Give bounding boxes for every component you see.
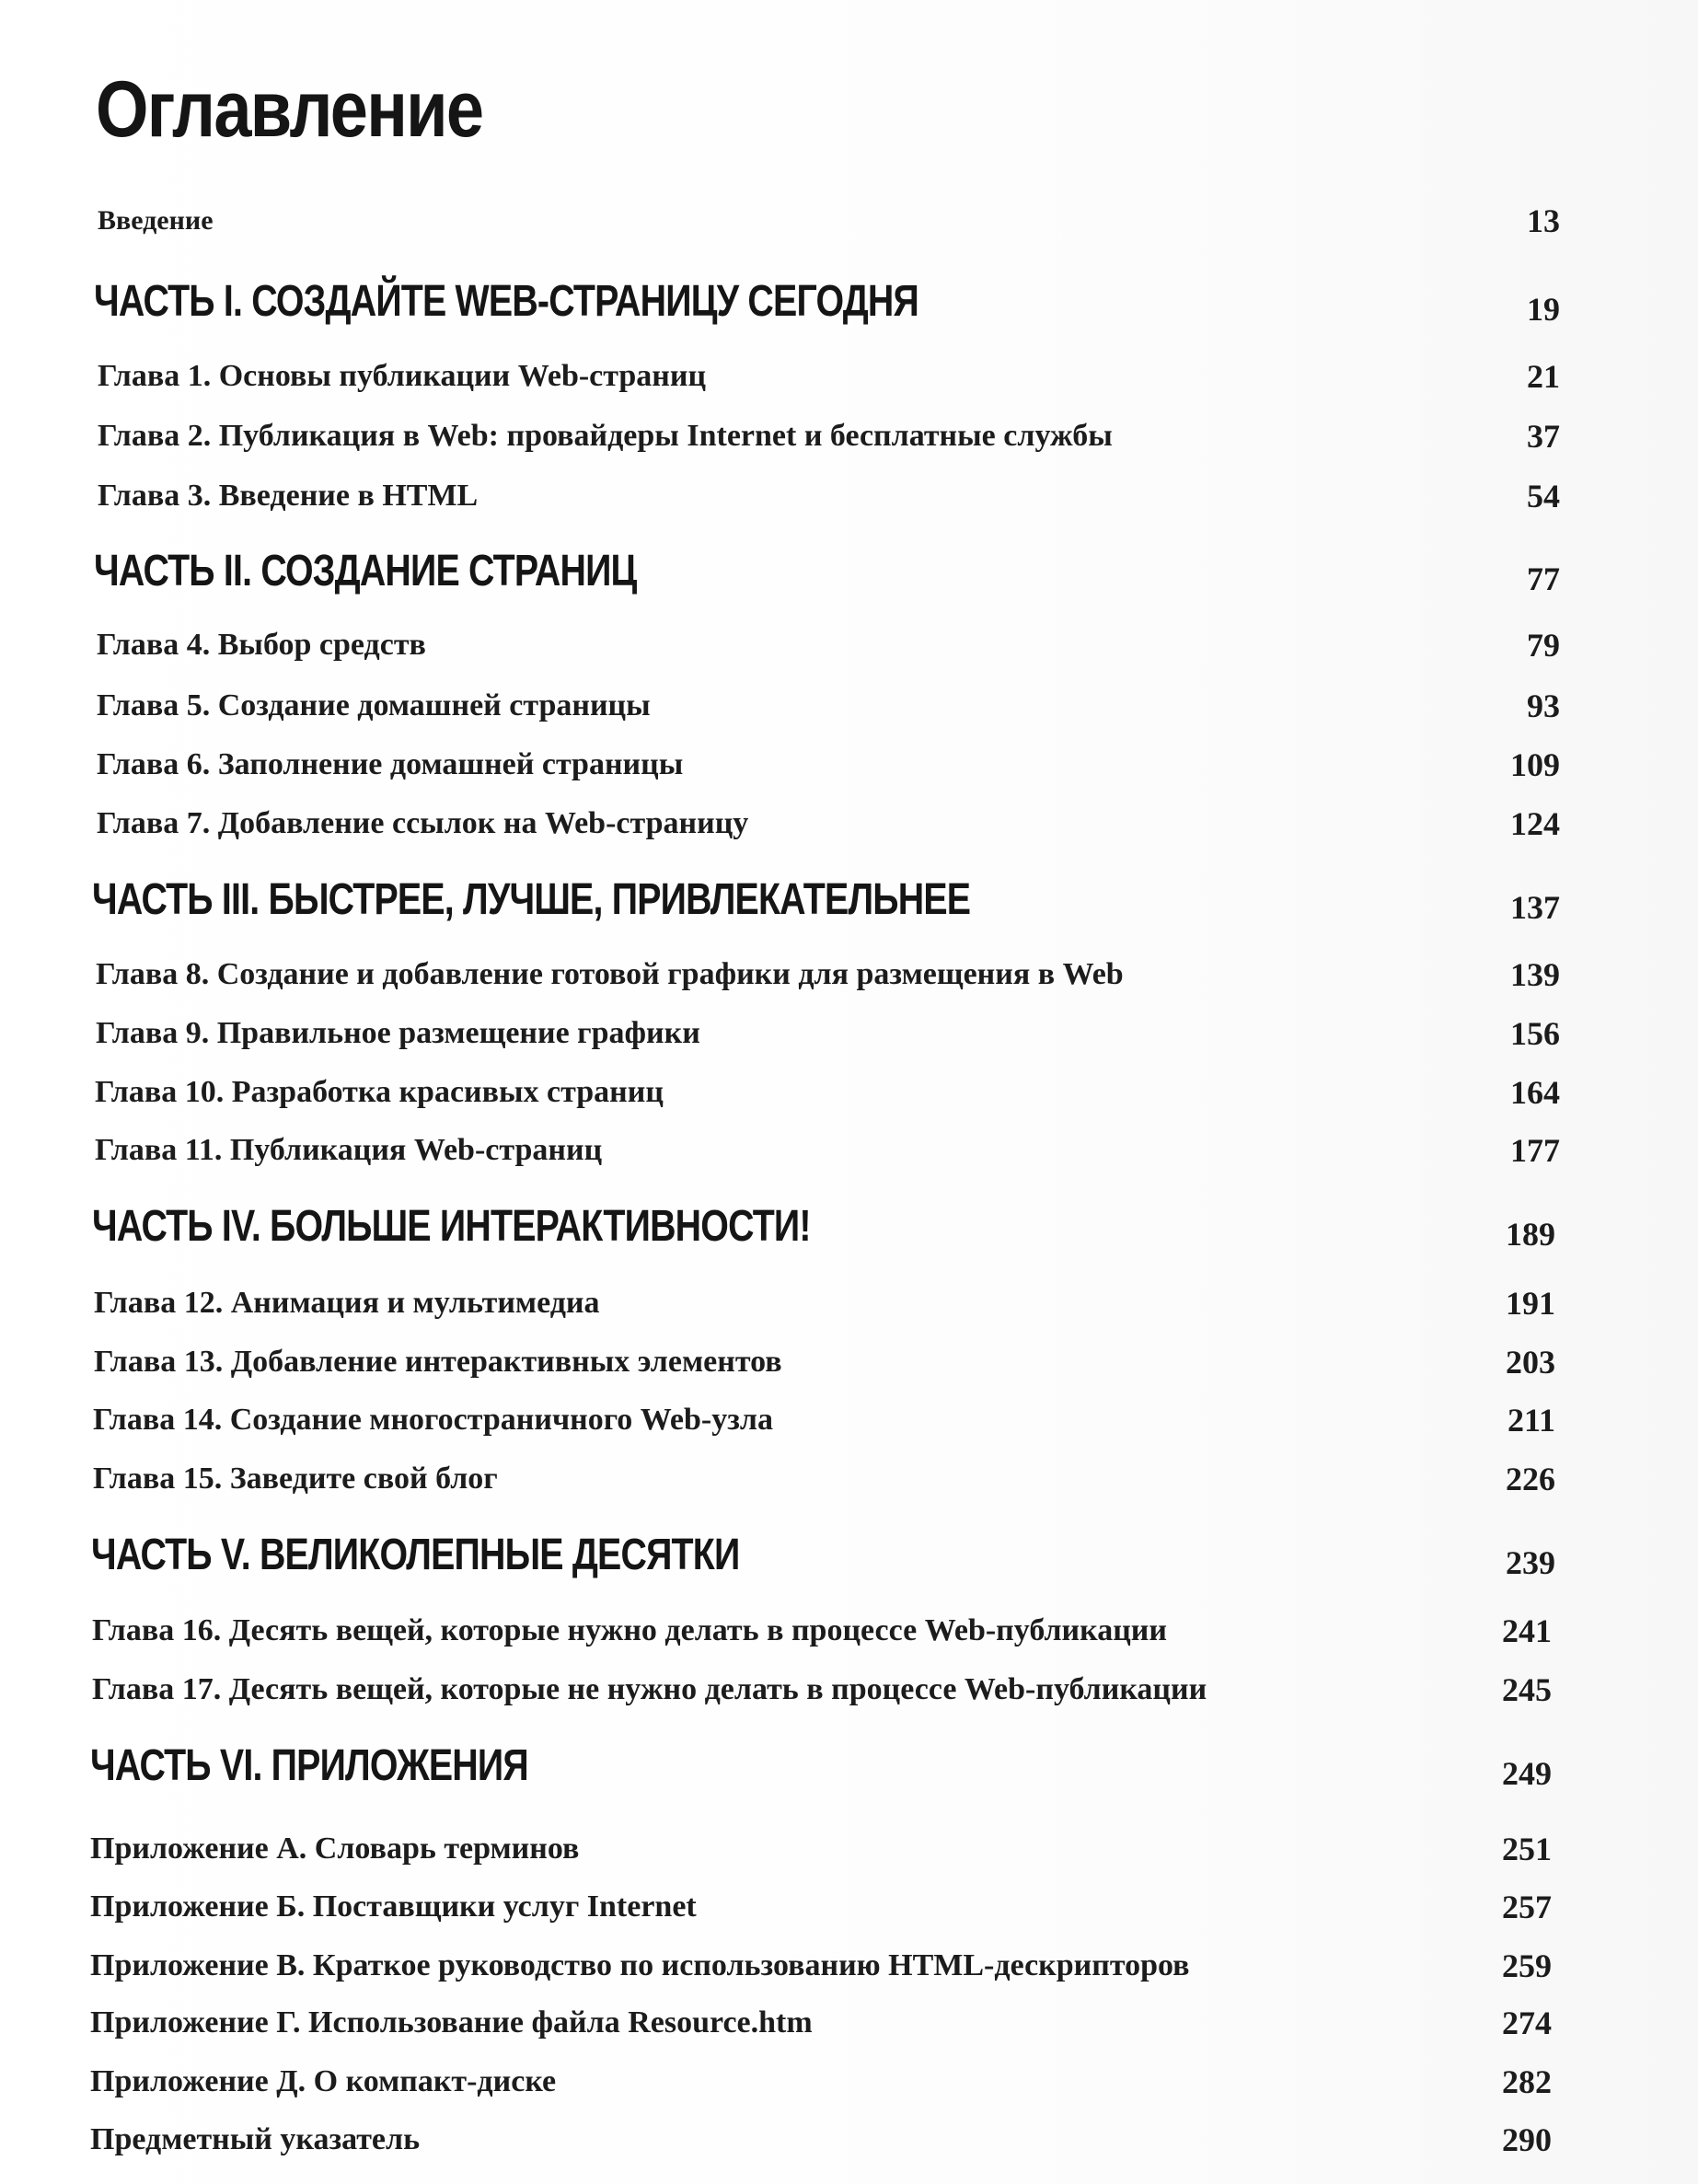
toc-chapter-1: [0, 356, 1698, 397]
toc-entry-label: Глава 13. Добавление интерактивных элементов: [94, 1345, 782, 1379]
toc-index: [0, 2120, 1698, 2160]
toc-part-page: 77: [1527, 560, 1560, 597]
toc-part-label: ЧАСТЬ III. БЫСТРЕЕ, ЛУЧШЕ, ПРИВЛЕКАТЕЛЬНЕЕ: [92, 875, 971, 924]
toc-part-6: [0, 1740, 1698, 1792]
toc-entry-label: Приложение В. Краткое руководство по использованию HTML-дескрипторов: [90, 1948, 1190, 1982]
toc-entry-label: Введение: [98, 205, 214, 236]
toc-entry-page: 282: [1502, 2063, 1552, 2100]
toc-chapter-16: [0, 1611, 1698, 1651]
toc-entry-page: 211: [1507, 1402, 1555, 1439]
toc-chapter-2: [0, 416, 1698, 456]
toc-part-page: 189: [1506, 1216, 1555, 1253]
toc-entry-page: 290: [1502, 2121, 1552, 2158]
toc-chapter-13: [0, 1342, 1698, 1382]
toc-entry-label: Приложение Д. О компакт-диске: [90, 2064, 557, 2098]
toc-chapter-7: [0, 803, 1698, 844]
toc-entry-label: Приложение А. Словарь терминов: [90, 1832, 580, 1866]
toc-entry-page: 245: [1502, 1671, 1552, 1708]
toc-appendix-b: [0, 1887, 1698, 1927]
toc-entry-label: Глава 15. Заведите свой блог: [93, 1462, 498, 1496]
toc-entry-page: 226: [1506, 1461, 1555, 1497]
toc-chapter-3: [0, 476, 1698, 516]
toc-part-label: ЧАСТЬ VI. ПРИЛОЖЕНИЯ: [90, 1741, 528, 1790]
toc-chapter-8: [0, 954, 1698, 995]
toc-part-4: [0, 1201, 1698, 1253]
toc-entry-page: 124: [1510, 805, 1560, 842]
toc-part-label: ЧАСТЬ V. ВЕЛИКОЛЕПНЫЕ ДЕСЯТКИ: [91, 1531, 740, 1579]
toc-entry-page: 156: [1510, 1015, 1560, 1052]
toc-entry-label: Приложение Г. Использование файла Resource.htm: [90, 2005, 813, 2040]
toc-entry-label: Глава 1. Основы публикации Web-страниц: [98, 359, 707, 393]
toc-entry-page: 37: [1527, 418, 1560, 455]
toc-part-label: ЧАСТЬ II. СОЗДАНИЕ СТРАНИЦ: [94, 547, 637, 595]
toc-part-1: [0, 276, 1698, 328]
toc-entry-label: Глава 5. Создание домашней страницы: [97, 688, 651, 722]
toc-entry-label: Глава 9. Правильное размещение графики: [96, 1016, 700, 1050]
toc-part-page: 137: [1510, 889, 1560, 926]
toc-entry-label: Глава 11. Публикация Web-страниц: [95, 1133, 603, 1167]
toc-chapter-11: [0, 1130, 1698, 1171]
toc-entry-label: Глава 6. Заполнение домашней страницы: [97, 747, 684, 781]
toc-entry-page: 93: [1527, 688, 1560, 724]
toc-entry-page: 257: [1502, 1889, 1552, 1925]
toc-entry-page: 21: [1527, 358, 1560, 395]
toc-entry-page: 13: [1527, 202, 1560, 239]
toc-part-2: [0, 546, 1698, 597]
toc-entry-page: 139: [1510, 956, 1560, 993]
toc-entry-introduction: [0, 201, 1698, 241]
toc-part-label: ЧАСТЬ I. СОЗДАЙТЕ WEB-СТРАНИЦУ СЕГОДНЯ: [94, 277, 919, 326]
toc-chapter-10: [0, 1072, 1698, 1113]
toc-appendix-e: [0, 2062, 1698, 2102]
toc-chapter-14: [0, 1400, 1698, 1440]
toc-appendix-d: [0, 2003, 1698, 2043]
toc-part-3: [0, 874, 1698, 926]
toc-part-page: 249: [1502, 1755, 1552, 1792]
toc-entry-page: 54: [1527, 478, 1560, 514]
toc-entry-label: Глава 10. Разработка красивых страниц: [95, 1075, 664, 1109]
toc-appendix-a: [0, 1829, 1698, 1869]
toc-chapter-5: [0, 686, 1698, 726]
toc-entry-page: 164: [1510, 1074, 1560, 1111]
toc-entry-label: Глава 17. Десять вещей, которые не нужно делать в процессе Web-публикации: [92, 1672, 1207, 1706]
toc-chapter-15: [0, 1459, 1698, 1499]
toc-entry-page: 241: [1502, 1612, 1552, 1649]
toc-entry-label: Глава 14. Создание многостраничного Web-узла: [93, 1403, 773, 1437]
page-title: Оглавление: [96, 65, 483, 154]
toc-entry-label: Глава 7. Добавление ссылок на Web-страницу: [97, 806, 749, 840]
toc-entry-label: Глава 3. Введение в HTML: [98, 479, 479, 513]
toc-entry-page: 191: [1506, 1285, 1555, 1322]
toc-entry-page: 259: [1502, 1947, 1552, 1984]
toc-entry-label: Глава 4. Выбор средств: [97, 628, 426, 662]
toc-entry-label: Глава 8. Создание и добавление готовой графики для размещения в Web: [96, 957, 1124, 991]
toc-entry-page: 79: [1527, 627, 1560, 664]
toc-entry-page: 203: [1506, 1344, 1555, 1381]
toc-entry-page: 251: [1502, 1831, 1552, 1867]
toc-entry-page: 177: [1510, 1132, 1560, 1169]
toc-chapter-17: [0, 1670, 1698, 1710]
toc-entry-label: Глава 16. Десять вещей, которые нужно делать в процессе Web-публикации: [92, 1613, 1167, 1647]
toc-part-5: [0, 1530, 1698, 1581]
toc-part-label: ЧАСТЬ IV. БОЛЬШЕ ИНТЕРАКТИВНОСТИ!: [92, 1202, 811, 1251]
toc-chapter-9: [0, 1013, 1698, 1054]
toc-chapter-12: [0, 1283, 1698, 1323]
toc-chapter-6: [0, 745, 1698, 785]
toc-entry-label: Глава 12. Анимация и мультимедиа: [94, 1286, 600, 1320]
toc-entry-label: Приложение Б. Поставщики услуг Internet: [90, 1889, 697, 1924]
toc-part-page: 19: [1527, 291, 1560, 328]
toc-entry-page: 109: [1510, 746, 1560, 783]
toc-part-page: 239: [1506, 1544, 1555, 1581]
toc-chapter-4: [0, 625, 1698, 665]
toc-entry-label: Глава 2. Публикация в Web: провайдеры Internet и бесплатные службы: [98, 419, 1113, 453]
toc-entry-page: 274: [1502, 2005, 1552, 2041]
toc-entry-label: Предметный указатель: [90, 2122, 421, 2156]
toc-appendix-c: [0, 1946, 1698, 1986]
